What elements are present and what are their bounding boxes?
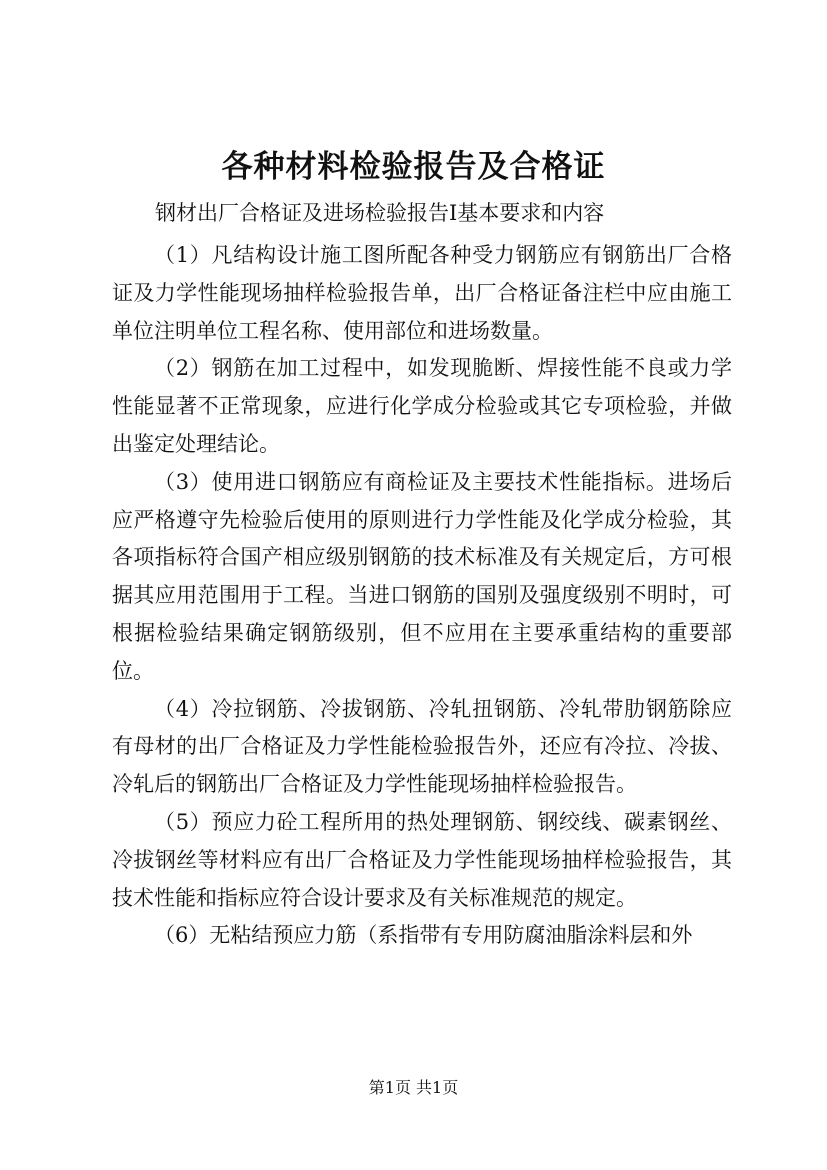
paragraph-1: （1）凡结构设计施工图所配各种受力钢筋应有钢筋出厂合格证及力学性能现场抽样检验报告单，出厂合格证备注栏中应由施工单位注明单位工程名称、使用部位和进场数量。 xyxy=(112,243,732,343)
page-footer: 第1页 共1页 xyxy=(368,1078,459,1097)
paragraph-6: （6）无粘结预应力筋（系指带有专用防腐油脂涂料层和外 xyxy=(154,923,693,948)
document-title: 各种材料检验报告及合格证 xyxy=(221,149,606,185)
paragraph-4: （4）冷拉钢筋、冷拔钢筋、冷轧扭钢筋、冷轧带肋钢筋除应有母材的出厂合格证及力学性能检验报告外，还应有冷拉、冷拔、冷轧后的钢筋出厂合格证及力学性能现场抽样检验报告。 xyxy=(112,696,732,797)
paragraph-3: （3）使用进口钢筋应有商检证及主要技术性能指标。进场后应严格遵守先检验后使用的原则进行力学性能及化学成分检验，其各项指标符合国产相应级别钢筋的技术标准及有关规定后，方可根据其应用范围用于工程。当进口钢筋的国别及强度级别不明时，可根据检验结果确定钢筋级别，但不应用在主要承重结构的重要部位。 xyxy=(112,469,732,683)
paragraph-2: （2）钢筋在加工过程中，如发现脆断、焊接性能不良或力学性能显著不正常现象，应进行化学成分检验或其它专项检验，并做出鉴定处理结论。 xyxy=(112,356,732,456)
section-heading: 钢材出厂合格证及进场检验报告Ⅰ基本要求和内容 xyxy=(155,201,605,225)
paragraph-5: （5）预应力砼工程所用的热处理钢筋、钢绞线、碳素钢丝、冷拔钢丝等材料应有出厂合格证及力学性能现场抽样检验报告，其技术性能和指标应符合设计要求及有关标准规范的规定。 xyxy=(112,809,732,910)
document-body xyxy=(112,237,732,955)
